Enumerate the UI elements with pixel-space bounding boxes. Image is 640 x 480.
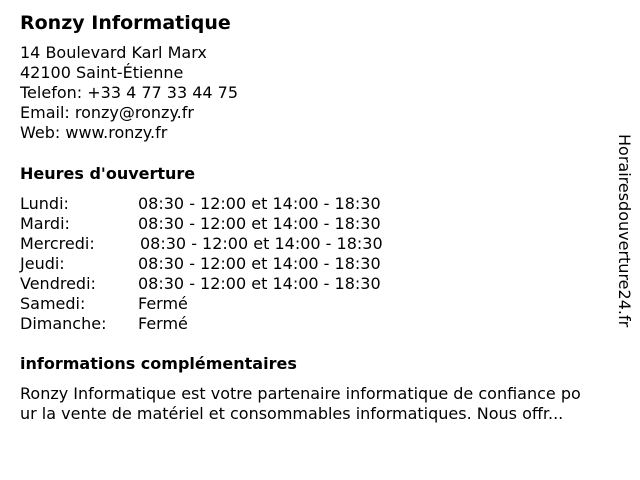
web-line: Web: www.ronzy.fr [20,123,168,142]
day-label: Lundi: [20,194,69,213]
time-value: 08:30 - 12:00 et 14:00 - 18:30 [138,274,381,293]
address-city: 42100 Saint-Étienne [20,63,184,82]
time-value: 08:30 - 12:00 et 14:00 - 18:30 [138,214,381,233]
description-line-1: Ronzy Informatique est votre partenaire informatique de confiance po [20,384,581,403]
time-value: 08:30 - 12:00 et 14:00 - 18:30 [138,254,381,273]
contact-block [20,43,238,143]
day-label: Vendredi: [20,274,96,293]
time-value: Fermé [138,294,188,313]
additional-info-text [20,384,632,424]
additional-info-heading: informations complémentaires [20,354,297,373]
time-value: Fermé [138,314,188,333]
address-street: 14 Boulevard Karl Marx [20,43,207,62]
day-label: Samedi: [20,294,86,313]
time-value: 08:30 - 12:00 et 14:00 - 18:30 [138,194,381,213]
business-name: Ronzy Informatique [20,12,231,34]
day-label: Jeudi: [20,254,65,273]
email-line: Email: ronzy@ronzy.fr [20,103,194,122]
site-watermark: Horairesdouverture24.fr [615,134,634,328]
opening-hours-heading: Heures d'ouverture [20,164,196,183]
description-line-2: ur la vente de matériel et consommables informatiques. Nous offr... [20,404,564,423]
day-label: Dimanche: [20,314,107,333]
day-label: Mercredi: [20,234,95,253]
time-value: 08:30 - 12:00 et 14:00 - 18:30 [140,234,383,253]
day-label: Mardi: [20,214,70,233]
phone-line: Telefon: +33 4 77 33 44 75 [20,83,239,102]
